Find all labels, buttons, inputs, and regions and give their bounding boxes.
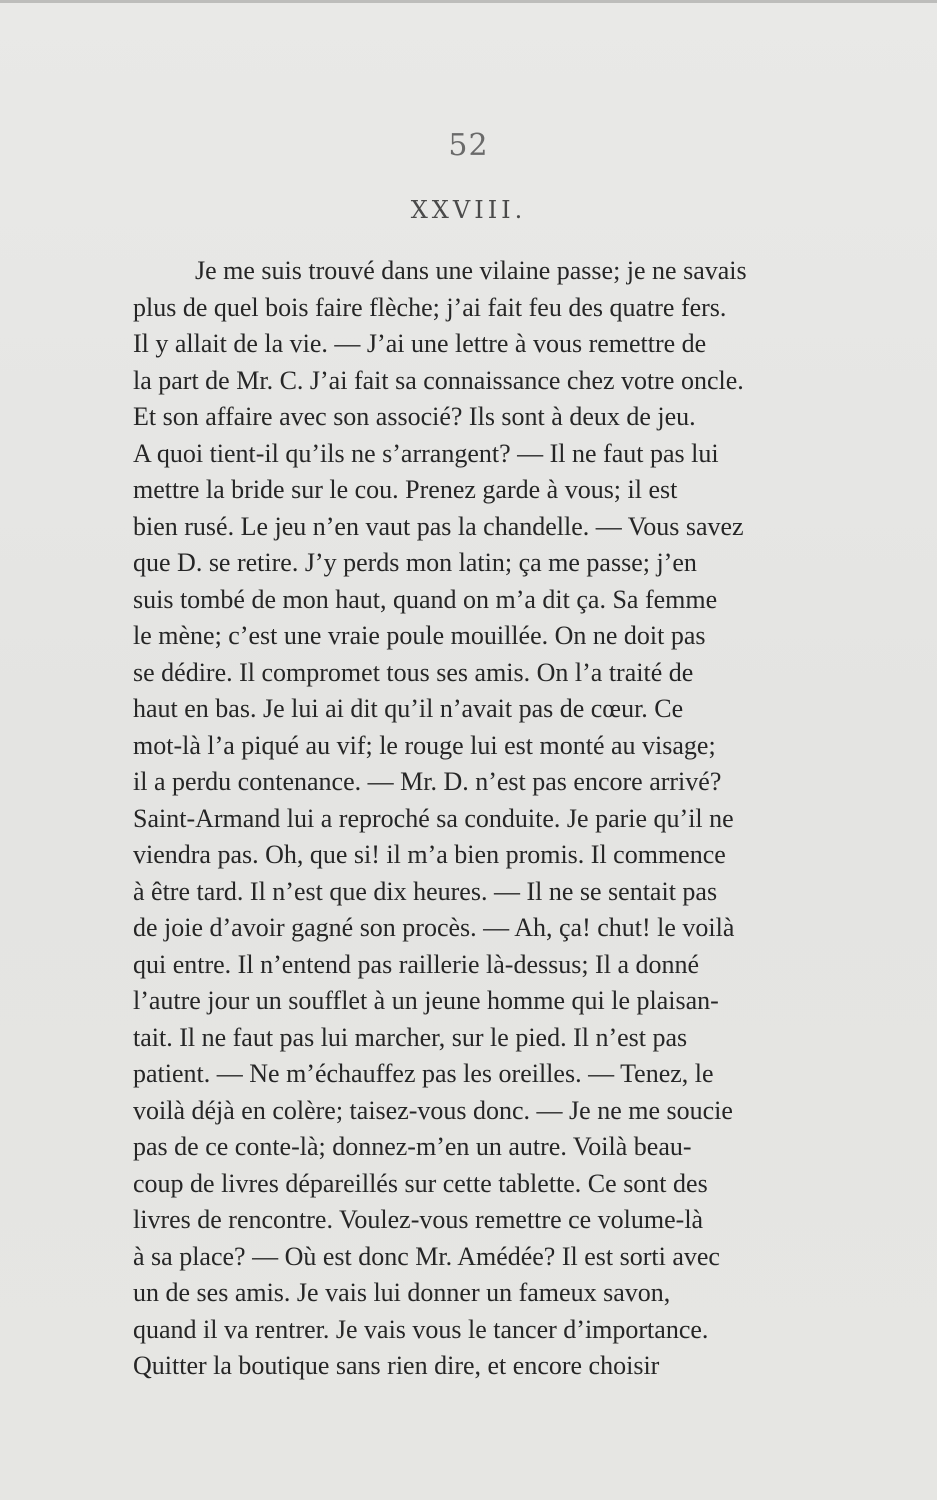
text-line: livres de rencontre. Voulez-vous remettre ce volume-là (133, 1205, 704, 1234)
text-line: un de ses amis. Je vais lui donner un fameux savon, (133, 1278, 671, 1307)
text-line: se dédire. Il compromet tous ses amis. On l’a traité de (133, 657, 694, 687)
page-number: 52 (448, 128, 489, 163)
text-line: tait. Il ne faut pas lui marcher, sur le pied. Il n’est pas (133, 1022, 688, 1052)
text-line: il a perdu contenance. — Mr. D. n’est pas encore arrivé? (133, 767, 722, 796)
text-line: coup de livres dépareillés sur cette tablette. Ce sont des (133, 1168, 708, 1198)
chapter-heading: XXVIII. (410, 196, 527, 224)
text-line: Saint-Armand lui a reproché sa conduite. Je parie qu’il ne (133, 803, 734, 833)
text-line: haut en bas. Je lui ai dit qu’il n’avait pas de cœur. Ce (133, 694, 684, 723)
text-line: Et son affaire avec son associé? Ils sont à deux de jeu. (133, 402, 696, 431)
body-text (133, 254, 823, 1386)
text-line: Je me suis trouvé dans une vilaine passe; je ne savais (195, 256, 747, 285)
text-line: de joie d’avoir gagné son procès. — Ah, ça! chut! le voilà (133, 913, 735, 942)
text-line: à sa place? — Où est donc Mr. Amédée? Il est sorti avec (133, 1241, 720, 1271)
text-line: la part de Mr. C. J’ai fait sa connaissance chez votre oncle. (133, 365, 744, 395)
text-line: viendra pas. Oh, que si! il m’a bien promis. Il commence (133, 840, 726, 869)
text-line: l’autre jour un soufflet à un jeune homme qui le plaisan- (133, 986, 719, 1015)
text-line: Il y allait de la vie. — J’ai une lettre à vous remettre de (133, 329, 707, 358)
top-edge-rule (0, 0, 937, 3)
text-line: pas de ce conte-là; donnez-m’en un autre. Voilà beau- (133, 1132, 692, 1161)
text-line: mettre la bride sur le cou. Prenez garde à vous; il est (133, 475, 678, 504)
text-line: quand il va rentrer. Je vais vous le tancer d’importance. (133, 1314, 709, 1344)
text-line: suis tombé de mon haut, quand on m’a dit ça. Sa femme (133, 584, 718, 614)
text-line: à être tard. Il n’est que dix heures. — Il ne se sentait pas (133, 876, 718, 906)
text-line: que D. se retire. J’y perds mon latin; ça me passe; j’en (133, 548, 697, 577)
text-line: patient. — Ne m’échauffez pas les oreilles. — Tenez, le (133, 1059, 714, 1088)
text-line: Quitter la boutique sans rien dire, et encore choisir (133, 1351, 660, 1380)
text-line: A quoi tient-il qu’ils ne s’arrangent? — Il ne faut pas lui (133, 438, 719, 468)
text-line: bien rusé. Le jeu n’en vaut pas la chandelle. — Vous savez (133, 511, 744, 541)
text-line: voilà déjà en colère; taisez-vous donc. — Je ne me soucie (133, 1095, 733, 1125)
text-line: plus de quel bois faire flèche; j’ai fait feu des quatre fers. (133, 292, 727, 322)
text-line: mot-là l’a piqué au vif; le rouge lui est monté au visage; (133, 730, 716, 760)
text-line: qui entre. Il n’entend pas raillerie là-dessus; Il a donné (133, 949, 700, 979)
text-line: le mène; c’est une vraie poule mouillée. On ne doit pas (133, 621, 706, 650)
